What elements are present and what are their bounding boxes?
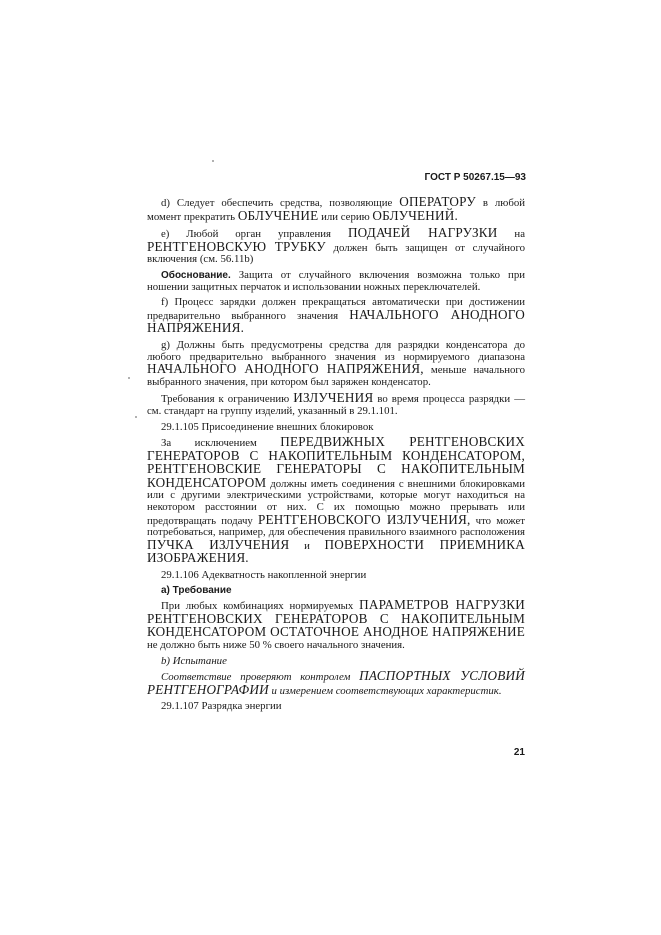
section-29-1-105-text: За исключением ПЕРЕДВИЖНЫХ РЕНТГЕНОВСКИХ ГЕНЕРАТОРОВ С НАКОПИТЕЛЬНЫМ КОНДЕНСАТОРОМ, РЕНТГЕНОВСКИЕ ГЕНЕРАТОРЫ С НАКОПИТЕЛЬНЫМ КОНДЕНСАТОРОМ должны иметь соединения с внешними блокировками или с другими электрическими устройствами, которые могут находиться на некотором расстоянии от них. С их помощью можно прерывать или предотвращать подачу РЕНТГЕНОВСКОГО ИЗЛУЧЕНИЯ, что может потребоваться, например, для обеспечения правильного взаимного расположения ПУЧКА ИЗЛУЧЕНИЯ и ПОВЕРХНОСТИ ПРИЕМНИКА ИЗОБРАЖЕНИЯ. xyxy=(147,434,526,566)
clause-f: f) Процесс зарядки должен прекращаться автоматически при достижении предварительно выбранного значения НАЧАЛЬНОГО АНОДНОГО НАПРЯЖЕНИЯ. xyxy=(147,296,525,336)
clause-d: d) Следует обеспечить средства, позволяющие ОПЕРАТОРУ в любой момент прекратить ОБЛУЧЕНИЕ или серию ОБЛУЧЕНИЙ. xyxy=(147,194,525,223)
section-29-1-106-text: При любых комбинациях нормируемых ПАРАМЕТРОВ НАГРУЗКИ РЕНТГЕНОВСКИХ ГЕНЕРАТОРОВ С НАКОПИТЕЛЬНЫМ КОНДЕНСАТОРОМ ОСТАТОЧНОЕ АНОДНОЕ НАПРЯЖЕНИЕ не должно быть ниже 50 % своего начального значения. xyxy=(147,597,526,651)
scan-speck xyxy=(128,377,130,379)
section-29-1-105-title: 29.1.105 Присоединение внешних блокировок xyxy=(161,420,374,433)
clause-g: g) Должны быть предусмотрены средства для разрядки конденсатора до любого предварительно выбранного значения из нормируемого диапазона НАЧАЛЬНОГО АНОДНОГО НАПРЯЖЕНИЯ, меньше начального выбранного значения, при котором был заряжен конденсатор. xyxy=(147,338,525,388)
radiation-requirement: Требования к ограничению ИЗЛУЧЕНИЯ во время процесса разрядки — см. стандарт на группу изделий, указанный в 29.1.101. xyxy=(147,390,525,417)
scan-speck xyxy=(212,160,214,162)
document-body xyxy=(147,196,525,716)
standard-reference: ГОСТ Р 50267.15—93 xyxy=(424,172,526,183)
clause-e: е) Любой орган управления ПОДАЧЕЙ НАГРУЗКИ на РЕНТГЕНОВСКУЮ ТРУБКУ должен быть защищен от случайного включения (см. 56.11b) xyxy=(147,225,525,266)
section-29-1-106-title: 29.1.106 Адекватность накопленной энергии xyxy=(161,569,367,582)
scan-speck xyxy=(135,416,137,418)
requirement-label: а) Требование xyxy=(161,584,232,596)
section-29-1-107-title: 29.1.107 Разрядка энергии xyxy=(161,700,282,713)
test-label: b) Испытание xyxy=(161,654,227,667)
test-text: Соответствие проверяют контролем ПАСПОРТНЫХ УСЛОВИЙ РЕНТГЕНОГРАФИИ и измерением соответствующих характеристик. xyxy=(147,668,525,697)
page-number: 21 xyxy=(513,747,525,758)
justification: Обоснование. Защита от случайного включения возможна только при ношении защитных перчаток и использовании ножных переключателей. xyxy=(147,268,525,293)
